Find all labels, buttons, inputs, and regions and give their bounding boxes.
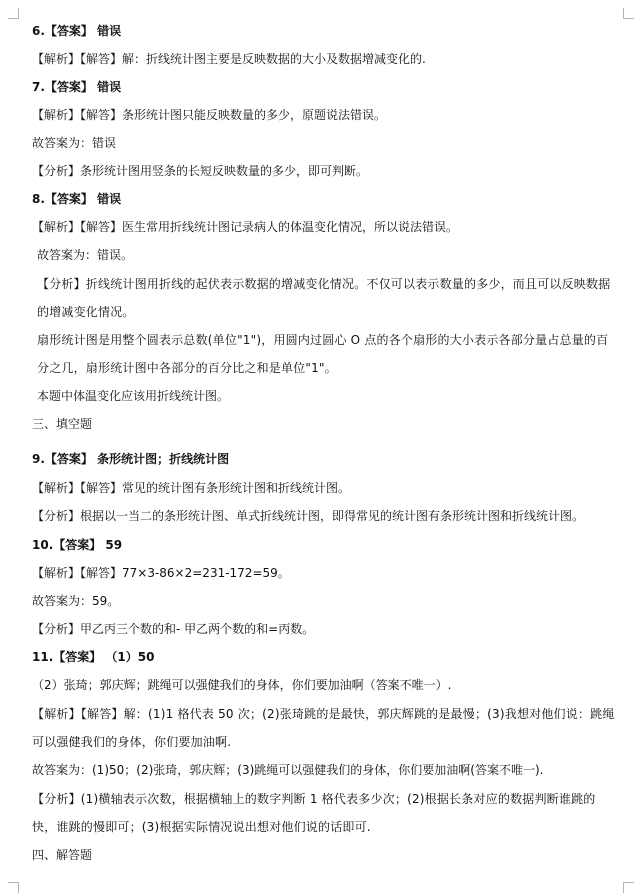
q11-answer: 11.【答案】 （1）50 bbox=[32, 650, 155, 664]
q10-analysis: 【解析】【解答】77×3-86×2=231-172=59。 bbox=[32, 566, 290, 580]
q7-conclusion: 故答案为：错误 bbox=[32, 136, 117, 150]
q6-analysis: 【解析】【解答】解：折线统计图主要是反映数据的大小及数据增减变化的. bbox=[32, 52, 426, 66]
q9-fenxi: 【分析】根据以一当二的条形统计图、单式折线统计图，即得常见的统计图有条形统计图和折线统计图。 bbox=[32, 509, 585, 523]
q8-fenxi: 【分析】折线统计图用折线的起伏表示数据的增减变化情况。不仅可以表示数量的多少，而且可以反映数据的增减变化情况。 bbox=[37, 277, 611, 319]
q11-analysis: 【解析】【解答】解：(1)1 格代表 50 次；(2)张琦跳的是最快，郭庆辉跳的是最慢；(3)我想对他们说：跳绳可以强健我们的身体，你们要加油啊. bbox=[32, 707, 615, 749]
q10-answer: 10.【答案】 59 bbox=[32, 538, 123, 552]
q9-answer: 9.【答案】 条形统计图；折线统计图 bbox=[32, 452, 230, 466]
page-corner-mark-top-right bbox=[623, 8, 634, 19]
q8-conclusion: 故答案为：错误。 bbox=[37, 248, 134, 262]
q8-note: 本题中体温变化应该用折线统计图。 bbox=[37, 389, 230, 403]
q6-answer: 6.【答案】 错误 bbox=[32, 24, 122, 38]
q7-answer: 7.【答案】 错误 bbox=[32, 80, 122, 94]
page-corner-mark-top-left bbox=[8, 8, 19, 19]
q11-answer-part2: （2）张琦；郭庆辉；跳绳可以强健我们的身体，你们要加油啊（答案不唯一）. bbox=[32, 678, 452, 692]
q9-analysis: 【解析】【解答】常见的统计图有条形统计图和折线统计图。 bbox=[32, 481, 351, 495]
section-heading-answer-questions: 四、解答题 bbox=[32, 848, 93, 862]
q8-analysis: 【解析】【解答】医生常用折线统计图记录病人的体温变化情况，所以说法错误。 bbox=[32, 220, 459, 234]
q10-conclusion: 故答案为：59。 bbox=[32, 594, 120, 608]
section-heading-fill-in-blanks: 三、填空题 bbox=[32, 417, 93, 431]
q11-fenxi: 【分析】(1)横轴表示次数，根据横轴上的数字判断 1 格代表多少次；(2)根据长条对应的数据判断谁跳的快，谁跳的慢即可；(3)根据实际情况说出想对他们说的话即可. bbox=[32, 792, 596, 834]
q7-fenxi: 【分析】条形统计图用竖条的长短反映数量的多少，即可判断。 bbox=[32, 164, 369, 178]
q11-conclusion: 故答案为：(1)50；(2)张琦，郭庆辉；(3)跳绳可以强健我们的身体，你们要加油啊(答案不唯一). bbox=[32, 763, 544, 777]
q8-pie-chart-note: 扇形统计图是用整个圆表示总数(单位"1")，用圆内过圆心 O 点的各个扇形的大小表示各部分量占总量的百分之几，扇形统计图中各部分的百分比之和是单位"1"。 bbox=[37, 333, 609, 375]
q7-analysis: 【解析】【解答】条形统计图只能反映数量的多少，原题说法错误。 bbox=[32, 108, 387, 122]
q10-fenxi: 【分析】甲乙丙三个数的和- 甲乙两个数的和=丙数。 bbox=[32, 622, 315, 636]
q8-answer: 8.【答案】 错误 bbox=[32, 192, 122, 206]
page-corner-mark-bottom-left bbox=[8, 882, 19, 893]
page-corner-mark-bottom-right bbox=[623, 882, 634, 893]
